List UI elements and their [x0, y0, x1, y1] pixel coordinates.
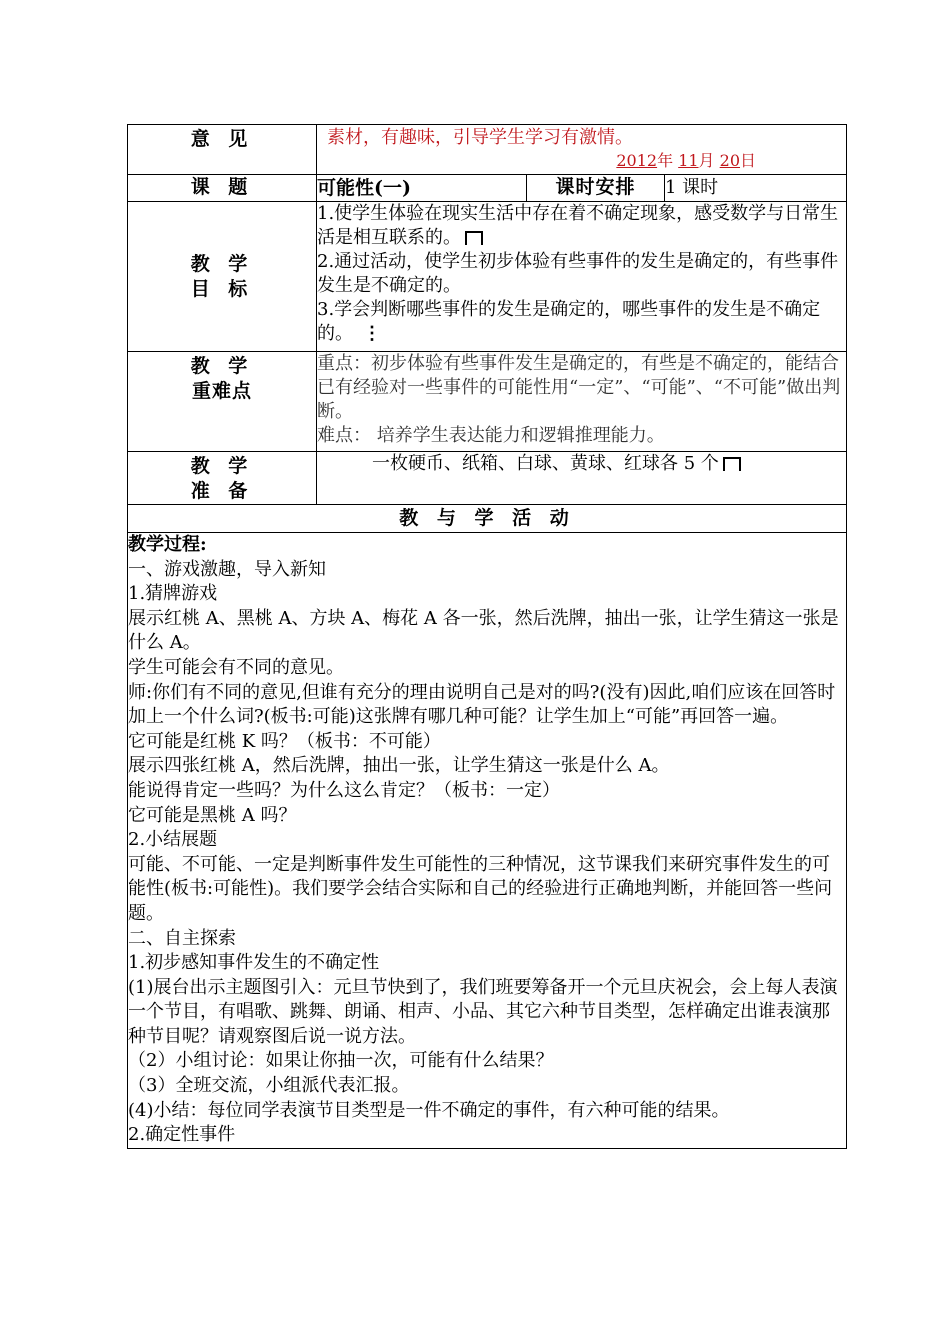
prep-cell — [317, 452, 847, 505]
opinion-date — [317, 150, 846, 172]
date-month-unit: 月 — [698, 151, 715, 170]
keypoints-label — [128, 352, 317, 452]
process-line: 1.初步感知事件发生的不确定性 — [128, 952, 380, 974]
opinion-label: 意 见 — [128, 125, 317, 175]
goal-item-2: 2.通过活动，使学生初步体验有些事件的发生是确定的，有些事件发生是不确定的。 — [317, 251, 839, 296]
process-line: 可能、不可能、一定是判断事件发生可能性的三种情况，这节课我们来研究事件发生的可能性(板书:可能性)。我们要学会结合实际和自己的经验进行正确地判断，并能回答一些问题。 — [128, 853, 833, 924]
process-line: 2.小结展题 — [128, 829, 218, 851]
goal-item-3: 3.学会判断哪些事件的发生是确定的，哪些事件的发生是不确定的。 ⋮ — [317, 299, 821, 344]
process-line: 能说得肯定一些吗？为什么这么肯定？（板书：一定） — [128, 779, 560, 801]
goal-item-1: 1.使学生体验在现实生活中存在着不确定现象，感受数学与日常生活是相互联系的。 — [317, 203, 839, 248]
goals-label-line2: 目 标 — [190, 277, 254, 300]
keypoints-cell — [317, 352, 847, 452]
edit-dots-icon: ⋮ — [363, 323, 381, 344]
process-line: 2.确定性事件 — [128, 1124, 236, 1146]
edit-mark-icon — [723, 457, 741, 471]
opinion-cell — [317, 125, 847, 175]
process-line: 它可能是红桃 K 吗？（板书：不可能） — [128, 730, 441, 752]
process-line: （2）小组讨论：如果让你抽一次，可能有什么结果？ — [128, 1050, 554, 1072]
process-lines — [128, 558, 846, 1148]
prep-value: 一枚硬币、纸箱、白球、黄球、红球各 5 个 — [372, 453, 719, 474]
schedule-value: 1 课时 — [665, 175, 847, 202]
process-line: 展示红桃 A、黑桃 A、方块 A、梅花 A 各一张，然后洗牌，抽出一张，让学生猜这一张是什么 A。 — [128, 607, 839, 654]
keypoints-label-line1: 教 学 — [190, 355, 254, 377]
process-line: 展示四张红桃 A，然后洗牌，抽出一张，让学生猜这一张是什么 A。 — [128, 755, 670, 777]
prep-label-line1: 教 学 — [190, 455, 254, 477]
process-line: （3）全班交流，小组派代表汇报。 — [128, 1075, 410, 1097]
lesson-plan-table — [127, 124, 847, 1149]
date-year-unit: 年 — [657, 151, 674, 170]
opinion-text: 素材，有趣味，引导学生学习有激情。 — [327, 127, 633, 148]
date-day-unit: 日 — [740, 151, 757, 170]
process-title: 教学过程: — [128, 534, 207, 555]
activity-header: 教 与 学 活 动 — [128, 505, 847, 533]
prep-row — [128, 452, 847, 505]
goals-label — [128, 202, 317, 352]
process-line: 二、自主探索 — [128, 927, 236, 949]
difficult-point: 难点： 培养学生表达能力和逻辑推理能力。 — [317, 425, 665, 446]
process-line: (1)展台出示主题图引入：元旦节快到了，我们班要筹备开一个元旦庆祝会，会上每人表演一个节目，有唱歌、跳舞、朗诵、相声、小品、其它六种节目类型，怎样确定出谁表演那种节目呢？请观察图后说一说方法。 — [128, 976, 838, 1047]
keypoints-label-line2: 重难点 — [191, 380, 252, 402]
date-year: 2012 — [616, 151, 658, 170]
process-line: 它可能是黑桃 A 吗？ — [128, 804, 297, 826]
process-line: 一、游戏激趣，导入新知 — [128, 558, 326, 580]
goals-label-line1: 教 学 — [190, 252, 254, 275]
key-point: 重点：初步体验有些事件发生是确定的，有些是不确定的，能结合已有经验对一些事件的可能性用“一定”、“可能”、“不可能”做出判断。 — [317, 353, 841, 422]
topic-row — [128, 175, 847, 202]
process-line: 1.猜牌游戏 — [128, 583, 218, 605]
schedule-label: 课时安排 — [527, 175, 665, 202]
date-month: 11 — [678, 151, 699, 170]
prep-label-line2: 准 备 — [190, 480, 254, 502]
activity-header-row — [128, 505, 847, 533]
process-line: 学生可能会有不同的意见。 — [128, 656, 344, 678]
prep-label — [128, 452, 317, 505]
keypoints-row — [128, 352, 847, 452]
topic-value: 可能性(一) — [317, 175, 527, 202]
process-row — [128, 533, 847, 1149]
edit-mark-icon — [465, 231, 483, 245]
process-cell — [128, 533, 847, 1149]
topic-label: 课 题 — [128, 175, 317, 202]
process-line: 师:你们有不同的意见,但谁有充分的理由说明自己是对的吗?(没有)因此,咱们应该在回答时加上一个什么词?(板书:可能)这张牌有哪几种可能？让学生加上“可能”再回答一遍。 — [128, 681, 836, 728]
goals-cell — [317, 202, 847, 352]
goals-row — [128, 202, 847, 352]
process-line: (4)小结：每位同学表演节目类型是一件不确定的事件，有六种可能的结果。 — [128, 1099, 730, 1121]
opinion-row — [128, 125, 847, 175]
date-day: 20 — [719, 151, 741, 170]
